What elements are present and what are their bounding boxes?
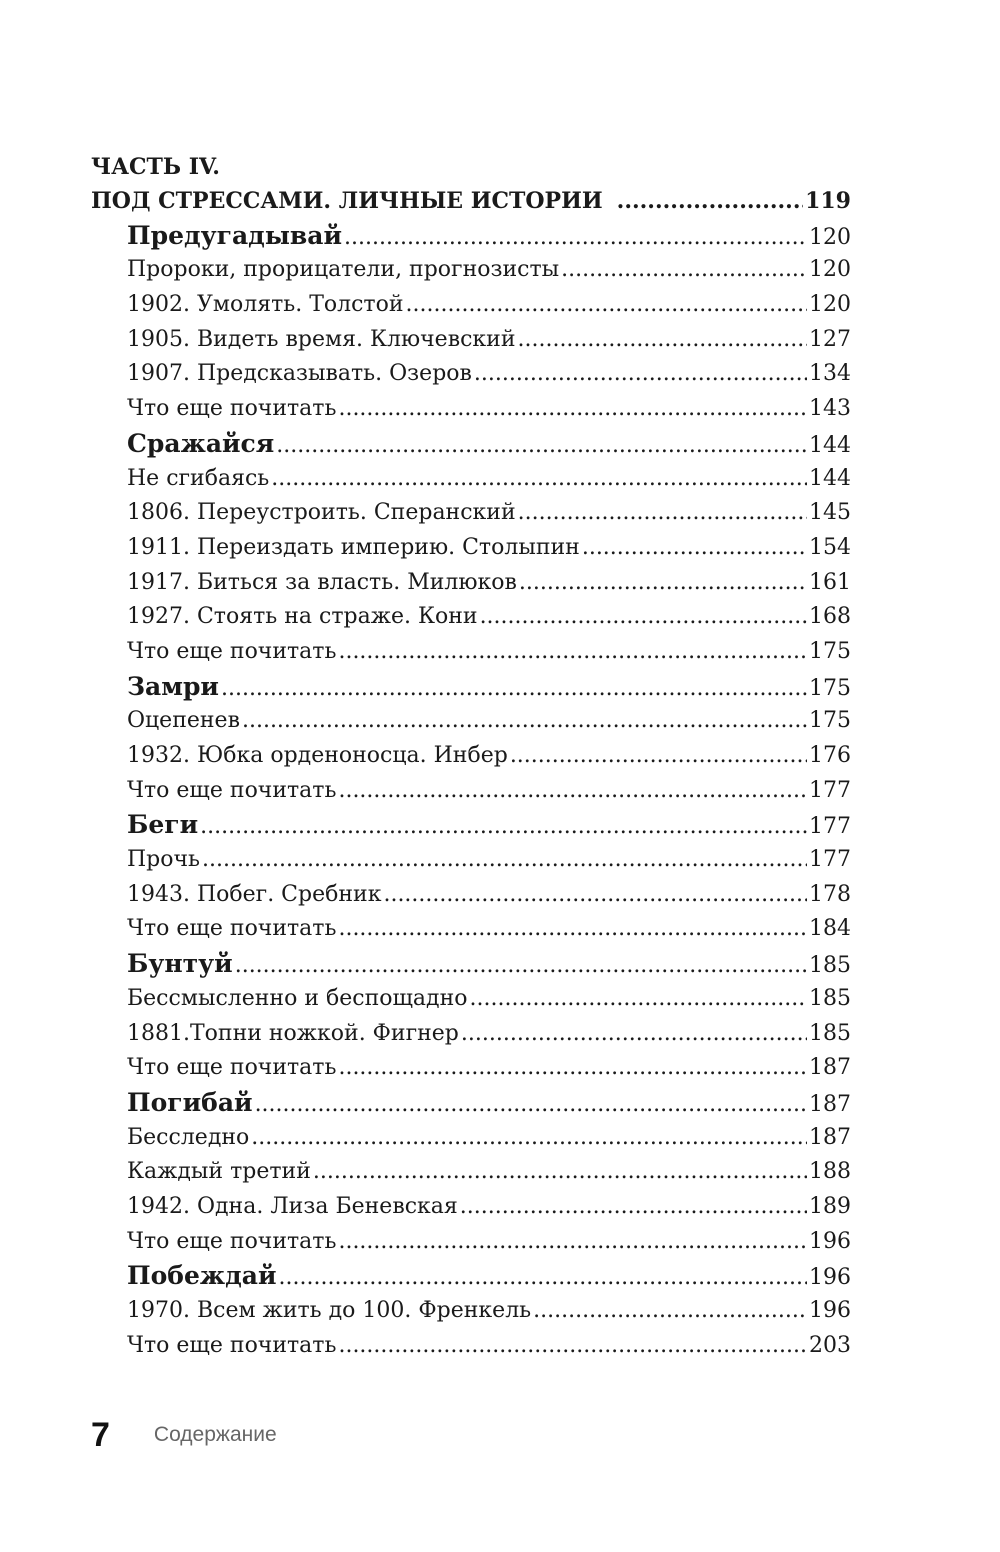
section-title: Предугадывай [127,220,343,250]
leader-dots [517,323,807,358]
entry-title: Что еще почитать [127,777,337,803]
entry-title: 1907. Предсказывать. Озеров [127,361,472,387]
leader-dots [313,1155,807,1190]
leader-dots [221,672,807,705]
leader-dots [242,704,807,739]
entry-page-number: 120 [809,224,851,250]
toc-section-row [91,947,851,982]
table-of-contents [91,150,851,1363]
toc-entry-row [91,1329,851,1364]
toc-section-row [91,1259,851,1294]
page-number: 7 [91,1415,110,1454]
toc-entry-row [91,1225,851,1260]
leader-dots [518,496,807,531]
entry-page-number: 177 [809,777,851,803]
entry-page-number: 175 [809,708,851,734]
leader-dots [276,429,807,462]
entry-page-number: 189 [809,1193,851,1219]
leader-dots [519,566,807,601]
leader-dots [510,739,807,774]
toc-entry-row [91,566,851,601]
toc-section-row [91,1086,851,1121]
leader-dots [279,1261,807,1294]
part-title: ПОД СТРЕССАМИ. ЛИЧНЫЕ ИСТОРИИ [91,188,603,214]
entry-title: Каждый третий [127,1159,311,1185]
entry-page-number: 144 [809,465,851,491]
toc-entry-row [91,843,851,878]
entry-title: Что еще почитать [127,1055,337,1081]
section-title: Бунтуй [127,949,233,979]
entry-title: 1943. Побег. Сребник [127,881,382,907]
entry-page-number: 120 [809,292,851,318]
entry-page-number: 187 [809,1124,851,1150]
part-page-number: 119 [805,188,851,214]
toc-entry-row [91,1190,851,1225]
leader-dots [406,288,807,323]
entry-page-number: 178 [809,881,851,907]
entry-page-number: 134 [809,361,851,387]
entry-title: Прочь [127,847,201,873]
leader-dots [338,912,807,947]
leader-dots [338,774,807,809]
leader-dots [533,1294,807,1329]
entry-page-number: 196 [809,1298,851,1323]
leader-dots [338,392,807,427]
leader-dots [460,1190,807,1225]
toc-entry-row [91,1155,851,1190]
leader-dots [251,1121,807,1156]
entry-page-number: 175 [809,675,851,701]
leader-dots [271,462,807,497]
toc-entry-row [91,600,851,635]
leader-dots [480,600,807,635]
toc-entry-row [91,531,851,566]
toc-section-row [91,219,851,254]
entry-page-number: 203 [809,1332,851,1358]
entry-page-number: 185 [809,985,851,1011]
entry-page-number: 176 [809,743,851,768]
entry-title: 1806. Переустроить. Сперанский [127,500,516,526]
entry-title: Не сгибаясь [127,465,270,491]
entry-page-number: 196 [809,1228,851,1254]
entry-title: Что еще почитать [127,916,337,942]
entry-page-number: 185 [809,1020,851,1046]
leader-dots [338,635,807,670]
entry-title: 1932. Юбка орденоносца. Инбер [127,743,508,768]
entry-title: Что еще почитать [127,638,337,664]
leader-dots [561,253,807,288]
section-title: Беги [127,810,199,840]
entry-title: Пророки, прорицатели, прогнозисты [127,257,560,283]
entry-page-number: 177 [809,847,851,873]
part-label: ЧАСТЬ IV. [91,154,220,180]
entry-page-number: 175 [809,638,851,664]
entry-page-number: 187 [809,1055,851,1081]
toc-entry-row [91,1051,851,1086]
entry-page-number: 161 [809,569,851,595]
entry-title: 1927. Стоять на страже. Кони [127,604,478,630]
toc-entry-row [91,774,851,809]
section-title: Побеждай [127,1261,277,1291]
leader-dots [338,1051,807,1086]
toc-entry-row [91,323,851,358]
leader-dots [200,810,807,843]
entry-page-number: 177 [809,814,851,840]
toc-entry-row [91,1017,851,1052]
toc-entry-row [91,982,851,1017]
entry-title: Что еще почитать [127,1228,337,1254]
toc-entry-row [91,253,851,288]
toc-section-row [91,427,851,462]
toc-entry-row [91,462,851,497]
entry-page-number: 143 [809,396,851,422]
entry-title: Бессмысленно и беспощадно [127,985,468,1011]
leader-dots [474,357,807,392]
toc-entries [91,219,851,1364]
toc-entry-row [91,357,851,392]
section-title: Сражайся [127,428,275,458]
toc-entry-row [91,288,851,323]
leader-dots [235,949,807,982]
running-title: Содержание [153,1423,277,1446]
toc-entry-row [91,1121,851,1156]
toc-section-row [91,670,851,705]
entry-title: 1917. Биться за власть. Милюков [127,569,517,595]
entry-page-number: 184 [809,916,851,942]
leader-dots [617,184,803,219]
leader-dots [255,1088,807,1121]
entry-title: 1942. Одна. Лиза Беневская [127,1193,458,1219]
leader-dots [202,843,807,878]
entry-page-number: 145 [809,500,851,526]
entry-title: 1970. Всем жить до 100. Френкель [127,1298,532,1323]
toc-part-row [91,184,851,219]
leader-dots [338,1225,807,1260]
toc-entry-row [91,912,851,947]
toc-entry-row [91,392,851,427]
leader-dots [461,1017,807,1052]
leader-dots [383,878,807,913]
entry-title: 1881.Топни ножкой. Фигнер [127,1020,459,1046]
toc-section-row [91,808,851,843]
toc-entry-row [91,878,851,913]
leader-dots [582,531,807,566]
leader-dots [470,982,807,1017]
entry-page-number: 187 [809,1091,851,1117]
entry-title: 1911. Переиздать империю. Столыпин [127,534,580,560]
entry-page-number: 120 [809,257,851,283]
toc-entry-row [91,739,851,774]
leader-dots [344,221,807,254]
entry-title: Оцепенев [127,708,240,734]
entry-title: Бесследно [127,1124,250,1150]
entry-page-number: 188 [809,1159,851,1185]
entry-title: 1902. Умолять. Толстой [127,292,404,318]
entry-title: Что еще почитать [127,396,337,422]
leader-dots [338,1329,807,1364]
entry-page-number: 168 [809,604,851,630]
page-footer [91,1410,277,1460]
entry-page-number: 185 [809,953,851,979]
entry-page-number: 127 [809,326,851,352]
section-title: Погибай [127,1087,253,1117]
entry-page-number: 154 [809,534,851,560]
entry-title: Что еще почитать [127,1332,337,1358]
entry-page-number: 196 [809,1265,851,1291]
section-title: Замри [127,671,219,701]
entry-title: 1905. Видеть время. Ключевский [127,326,516,352]
entry-page-number: 144 [809,432,851,458]
toc-entry-row [91,635,851,670]
toc-entry-row [91,496,851,531]
toc-entry-row [91,1294,851,1329]
toc-entry-row [91,704,851,739]
